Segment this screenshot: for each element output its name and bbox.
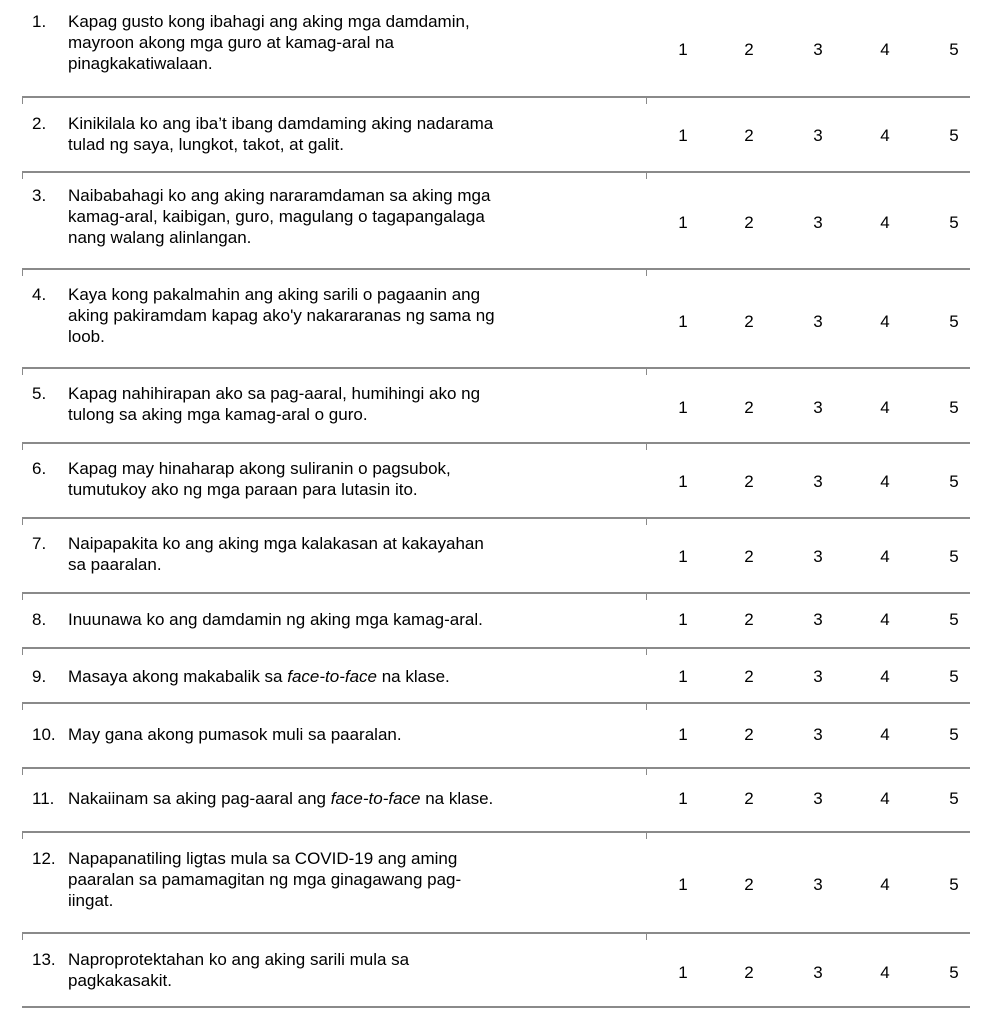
statement-emphasis: face-to-face — [330, 789, 421, 808]
rating-3[interactable]: 3 — [813, 725, 823, 744]
item-number: 12. — [32, 849, 56, 868]
rating-3[interactable]: 3 — [813, 472, 823, 491]
rating-1[interactable]: 1 — [678, 547, 688, 566]
question-row-8 — [22, 594, 970, 646]
rating-1[interactable]: 1 — [678, 213, 688, 232]
rating-4[interactable]: 4 — [880, 213, 890, 232]
item-number: 8. — [32, 610, 47, 629]
statement-line: May gana akong pumasok muli sa paaralan. — [68, 725, 402, 744]
rating-4[interactable]: 4 — [880, 40, 890, 59]
row-divider — [22, 1006, 970, 1008]
item-statement — [68, 533, 648, 575]
rating-3[interactable]: 3 — [813, 312, 823, 331]
statement-line: iingat. — [68, 891, 114, 910]
statement-line: aking pakiramdam kapag ako'y nakararanas ng sama ng — [68, 306, 495, 325]
rating-2[interactable]: 2 — [744, 725, 754, 744]
rating-5[interactable]: 5 — [949, 875, 959, 894]
rating-3[interactable]: 3 — [813, 126, 823, 145]
rating-1[interactable]: 1 — [678, 667, 688, 686]
statement-line: pagkakasakit. — [68, 971, 172, 990]
item-number: 4. — [32, 285, 47, 304]
rating-4[interactable]: 4 — [880, 610, 890, 629]
item-statement — [68, 113, 648, 155]
rating-4[interactable]: 4 — [880, 667, 890, 686]
question-row-12 — [22, 833, 970, 931]
rating-4[interactable]: 4 — [880, 126, 890, 145]
item-number: 6. — [32, 459, 47, 478]
rating-2[interactable]: 2 — [744, 789, 754, 808]
question-row-6 — [22, 444, 970, 516]
rating-3[interactable]: 3 — [813, 213, 823, 232]
rating-4[interactable]: 4 — [880, 789, 890, 808]
statement-line: nang walang alinlangan. — [68, 228, 252, 247]
rating-5[interactable]: 5 — [949, 725, 959, 744]
statement-line: Inuunawa ko ang damdamin ng aking mga kamag-aral. — [68, 610, 483, 629]
statement-line: kamag-aral, kaibigan, guro, magulang o tagapangalaga — [68, 207, 485, 226]
question-row-5 — [22, 369, 970, 441]
item-statement — [68, 458, 648, 500]
rating-2[interactable]: 2 — [744, 126, 754, 145]
question-row-11 — [22, 769, 970, 829]
rating-4[interactable]: 4 — [880, 472, 890, 491]
statement-text: Masaya akong makabalik sa — [68, 667, 288, 686]
rating-5[interactable]: 5 — [949, 610, 959, 629]
rating-2[interactable]: 2 — [744, 963, 754, 982]
statement-line: pinagkakatiwalaan. — [68, 54, 213, 73]
statement-text: na klase. — [420, 789, 494, 808]
rating-3[interactable]: 3 — [813, 610, 823, 629]
item-statement — [68, 284, 648, 347]
rating-5[interactable]: 5 — [949, 472, 959, 491]
rating-2[interactable]: 2 — [744, 398, 754, 417]
rating-3[interactable]: 3 — [813, 875, 823, 894]
rating-2[interactable]: 2 — [744, 547, 754, 566]
rating-4[interactable]: 4 — [880, 398, 890, 417]
rating-5[interactable]: 5 — [949, 963, 959, 982]
item-number: 1. — [32, 12, 47, 31]
rating-2[interactable]: 2 — [744, 213, 754, 232]
rating-3[interactable]: 3 — [813, 963, 823, 982]
statement-line: tulong sa aking mga kamag-aral o guro. — [68, 405, 368, 424]
rating-2[interactable]: 2 — [744, 312, 754, 331]
rating-5[interactable]: 5 — [949, 547, 959, 566]
statement-line: Kaya kong pakalmahin ang aking sarili o pagaanin ang — [68, 285, 481, 304]
statement-line: Kapag gusto kong ibahagi ang aking mga damdamin, — [68, 12, 470, 31]
statement-line: tulad ng saya, lungkot, takot, at galit. — [68, 135, 344, 154]
item-number: 10. — [32, 725, 56, 744]
rating-2[interactable]: 2 — [744, 875, 754, 894]
item-statement — [68, 949, 648, 991]
question-row-13 — [22, 934, 970, 1006]
rating-4[interactable]: 4 — [880, 963, 890, 982]
statement-line: paaralan sa pamamagitan ng mga ginagawang pag- — [68, 870, 462, 889]
question-row-3 — [22, 173, 970, 267]
item-number: 7. — [32, 534, 47, 553]
item-number: 9. — [32, 667, 47, 686]
statement-line: Kinikilala ko ang iba’t ibang damdaming aking nadarama — [68, 114, 494, 133]
item-statement — [68, 848, 648, 911]
rating-2[interactable]: 2 — [744, 667, 754, 686]
rating-5[interactable]: 5 — [949, 126, 959, 145]
statement-line: Naibabahagi ko ang aking nararamdaman sa aking mga — [68, 186, 491, 205]
rating-5[interactable]: 5 — [949, 213, 959, 232]
statement-line: Napapanatiling ligtas mula sa COVID-19 ang aming — [68, 849, 458, 868]
rating-1[interactable]: 1 — [678, 789, 688, 808]
rating-3[interactable]: 3 — [813, 547, 823, 566]
rating-1[interactable]: 1 — [678, 40, 688, 59]
statement-line: mayroon akong mga guro at kamag-aral na — [68, 33, 395, 52]
rating-3[interactable]: 3 — [813, 789, 823, 808]
item-statement — [68, 11, 648, 74]
statement-line: Naproprotektahan ko ang aking sarili mula sa — [68, 950, 410, 969]
statement-text: na klase. — [377, 667, 450, 686]
item-number: 13. — [32, 950, 56, 969]
question-row-10 — [22, 704, 970, 764]
item-number: 5. — [32, 384, 47, 403]
rating-3[interactable]: 3 — [813, 667, 823, 686]
item-statement — [68, 788, 648, 809]
rating-4[interactable]: 4 — [880, 547, 890, 566]
rating-1[interactable]: 1 — [678, 725, 688, 744]
rating-1[interactable]: 1 — [678, 312, 688, 331]
statement-line: tumutukoy ako ng mga paraan para lutasin ito. — [68, 480, 418, 499]
question-row-2 — [22, 98, 970, 170]
statement-line: Kapag nahihirapan ako sa pag-aaral, humihingi ako ng — [68, 384, 481, 403]
rating-1[interactable]: 1 — [678, 126, 688, 145]
rating-3[interactable]: 3 — [813, 398, 823, 417]
item-number: 2. — [32, 114, 47, 133]
rating-4[interactable]: 4 — [880, 312, 890, 331]
rating-1[interactable]: 1 — [678, 398, 688, 417]
rating-1[interactable]: 1 — [678, 875, 688, 894]
rating-5[interactable]: 5 — [949, 40, 959, 59]
item-statement — [68, 724, 648, 745]
rating-1[interactable]: 1 — [678, 610, 688, 629]
statement-emphasis: face-to-face — [287, 667, 377, 686]
question-row-1 — [22, 8, 970, 94]
item-statement — [68, 383, 648, 425]
item-statement — [68, 185, 648, 248]
rating-2[interactable]: 2 — [744, 40, 754, 59]
statement-line: loob. — [68, 327, 105, 346]
item-number: 3. — [32, 186, 47, 205]
item-statement — [68, 609, 648, 630]
rating-5[interactable]: 5 — [949, 398, 959, 417]
statement-line: sa paaralan. — [68, 555, 162, 574]
item-statement — [68, 666, 648, 687]
question-row-9 — [22, 649, 970, 709]
rating-5[interactable]: 5 — [949, 312, 959, 331]
question-row-7 — [22, 519, 970, 591]
rating-2[interactable]: 2 — [744, 472, 754, 491]
statement-text: Nakaiinam sa aking pag-aaral ang — [68, 789, 331, 808]
rating-2[interactable]: 2 — [744, 610, 754, 629]
statement-line: Kapag may hinaharap akong suliranin o pagsubok, — [68, 459, 451, 478]
statement-line: Naipapakita ko ang aking mga kalakasan at kakayahan — [68, 534, 484, 553]
rating-1[interactable]: 1 — [678, 472, 688, 491]
rating-3[interactable]: 3 — [813, 40, 823, 59]
rating-4[interactable]: 4 — [880, 725, 890, 744]
rating-5[interactable]: 5 — [949, 667, 959, 686]
rating-4[interactable]: 4 — [880, 875, 890, 894]
item-number: 11. — [32, 789, 55, 808]
rating-5[interactable]: 5 — [949, 789, 959, 808]
question-row-4 — [22, 270, 970, 366]
rating-1[interactable]: 1 — [678, 963, 688, 982]
